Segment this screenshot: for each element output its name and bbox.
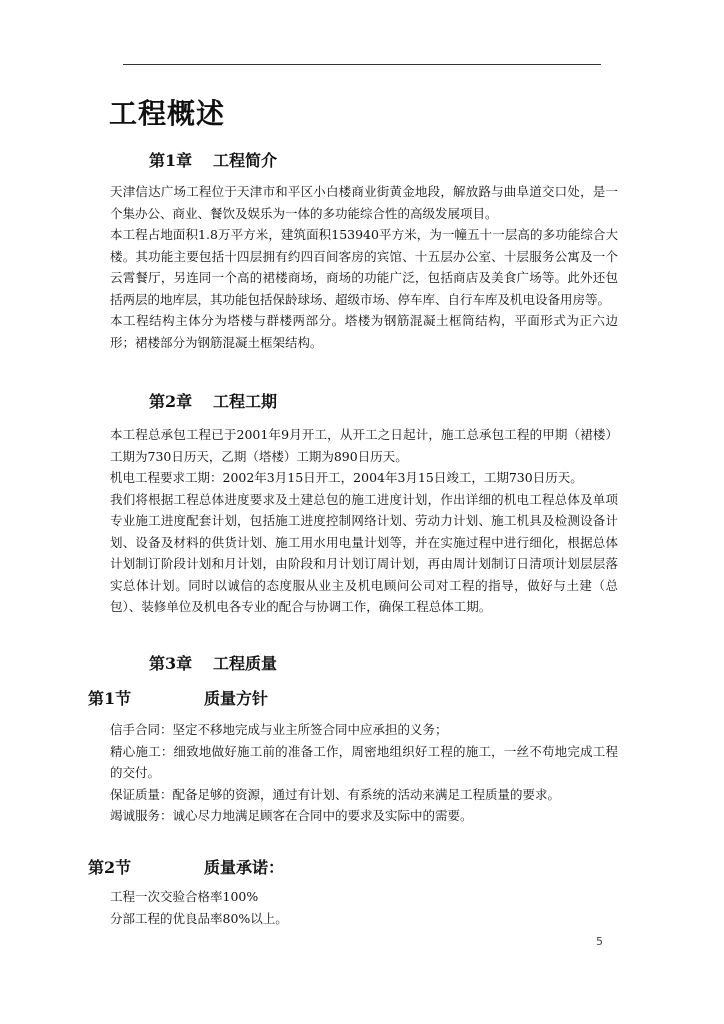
paragraph: 工程一次交验合格率100% bbox=[110, 889, 259, 904]
paragraph: 本工程总承包工程已于2001年9月开工，从开工之日起计，施工总承包工程的甲期（裙楼）工期为730日历天，乙期（塔楼）工期为890日历天。 bbox=[110, 427, 618, 464]
header-rule bbox=[123, 64, 601, 65]
page-number: 5 bbox=[596, 935, 603, 948]
chapter-1-body bbox=[110, 181, 618, 353]
section-2-heading bbox=[88, 855, 284, 878]
paragraph: 精心施工：细致地做好施工前的准备工作，周密地组织好工程的施工，一丝不苟地完成工程的交付。 bbox=[110, 743, 618, 780]
paragraph: 天津信达广场工程位于天津市和平区小白楼商业街黄金地段，解放路与曲阜道交口处，是一个集办公、商业、餐饮及娱乐为一体的多功能综合性的高级发展项目。 bbox=[110, 184, 618, 221]
section-2-title: 质量承诺： bbox=[204, 858, 285, 877]
section-1-title: 质量方针 bbox=[204, 689, 269, 708]
section-2-number: 第2节 bbox=[88, 858, 132, 877]
section-1-heading bbox=[88, 686, 268, 709]
paragraph: 分部工程的优良品率80%以上。 bbox=[110, 910, 288, 926]
paragraph: 我们将根据工程总体进度要求及土建总包的施工进度计划，作出详细的机电工程总体及单项专业施工进度配套计划，包括施工进度控制网络计划、劳动力计划、施工机具及检测设备计划、设备及材料的供货计划、施工用水用电量计划等，并在实施过程中进行细化，根据总体计划制订阶段计划和月计划，由阶段和月计划订周计划，再由周计划制订日清项计划层层落实总体计划。同时以诚信的态度服从业主及机电顾问公司对工程的指导，做好与土建（总包）、装修单位及机电各专业的配合与协调工作，确保工程总体工期。 bbox=[110, 491, 618, 614]
paragraph: 保证质量：配备足够的资源，通过有计划、有系统的活动来满足工程质量的要求。 bbox=[110, 786, 561, 802]
paragraph: 机电工程要求工期：2002年3月15日开工，2004年3月15日竣工，工期730日历天。 bbox=[110, 470, 583, 485]
section-1-number: 第1节 bbox=[88, 689, 132, 708]
chapter-3-heading bbox=[149, 651, 277, 674]
page-title: 工程概述 bbox=[109, 97, 226, 130]
chapter-1-heading bbox=[149, 148, 277, 171]
chapter-2-title: 工程工期 bbox=[213, 392, 278, 411]
chapter-3-number: 第3章 bbox=[149, 654, 193, 673]
chapter-2-heading bbox=[149, 389, 277, 412]
chapter-1-number: 第1章 bbox=[149, 151, 193, 170]
paragraph: 竭诚服务：诚心尽力地满足顾客在合同中的要求及实际中的需要。 bbox=[110, 808, 473, 823]
chapter-1-title: 工程简介 bbox=[213, 151, 278, 170]
paragraph: 本工程结构主体分为塔楼与群楼两部分。塔楼为钢筋混凝土框筒结构，平面形式为正六边形；裙楼部分为钢筋混凝土框架结构。 bbox=[110, 313, 618, 350]
chapter-2-number: 第2章 bbox=[149, 392, 193, 411]
paragraph: 本工程占地面积1.8万平方米，建筑面积153940平方米，为一幢五十一层高的多功能综合大楼。其功能主要包括十四层拥有约四百间客房的宾馆、十五层办公室、十层服务公寓及一个云霄餐厅，另连同一个高的裙楼商场，商场的功能广泛，包括商店及美食广场等。此外还包括两层的地库层，其功能包括保龄球场、超级市场、停车库、自行车库及机电设备用房等。 bbox=[110, 227, 618, 307]
paragraph: 信手合同：坚定不移地完成与业主所签合同中应承担的义务； bbox=[110, 722, 448, 737]
chapter-2-body bbox=[110, 424, 618, 618]
section-1-body bbox=[110, 719, 618, 827]
chapter-3-title: 工程质量 bbox=[213, 654, 278, 673]
section-2-body bbox=[110, 886, 618, 929]
